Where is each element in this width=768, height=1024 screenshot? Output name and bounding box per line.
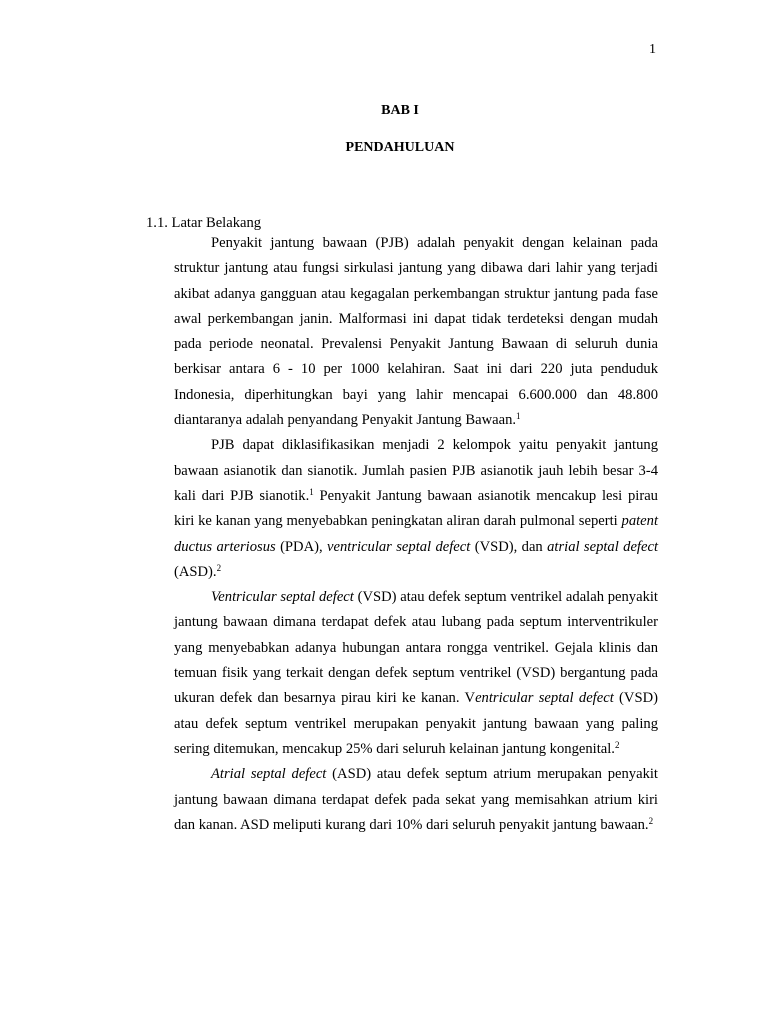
paragraph-text: Penyakit Jantung bawaan asianotik mencakup lesi pirau kiri ke kanan yang menyebabkan peningkatan aliran darah pulmonal seperti xyxy=(174,487,658,530)
page-number: 1 xyxy=(649,42,656,57)
paragraph-vsd xyxy=(174,585,658,762)
paragraph-pjb-definition xyxy=(174,231,658,433)
paragraph-pjb-classification xyxy=(174,433,658,585)
italic-term: Atrial septal defect xyxy=(211,766,327,783)
italic-term: entricular septal defect xyxy=(475,690,614,707)
paragraph-text: Penyakit jantung bawaan (PJB) adalah penyakit dengan kelainan pada struktur jantung atau fungsi sirkulasi jantung yang dibawa dari lahir yang terjadi akibat adanya gangguan atau kegagalan perkembangan struktur jantung pada fase awal perkembangan janin. Malformasi ini dapat tidak terdeteksi dengan mudah pada periode neonatal. Prevalensi Penyakit Jantung Bawaan di seluruh dunia berkisar antara 6 - 10 per 1000 kelahiran. Saat ini dari 220 juta penduduk Indonesia, diperhitungkan bayi yang lahir mencapai 6.600.000 dan 48.800 diantaranya adalah penyandang Penyakit Jantung Bawaan. xyxy=(174,235,658,429)
italic-term: ventricular septal defect xyxy=(327,538,471,555)
section-heading: 1.1. Latar Belakang xyxy=(146,215,262,231)
reference-superscript: 2 xyxy=(614,739,620,750)
paragraph-text: (VSD) atau defek septum ventrikel merupakan penyakit jantung bawaan yang paling sering ditemukan, mencakup 25% dari seluruh kelainan jantung kongenital. xyxy=(174,690,658,757)
paragraph-text: (VSD), dan xyxy=(470,538,548,555)
paragraph-text: (VSD) atau defek septum ventrikel adalah penyakit jantung bawaan dimana terdapat defek atau lubang pada septum interventrikuler yang menyebabkan adanya hubungan antara rongga ventrikel. Gejala klinis dan temuan fisik yang terkait dengan defek septum ventrikel (VSD) bergantung pada ukuran defek dan besarnya pirau kiri ke kanan. V xyxy=(174,589,658,707)
chapter-title: PENDAHULUAN xyxy=(345,140,455,155)
reference-superscript: 2 xyxy=(648,815,654,826)
italic-term: Ventricular septal defect xyxy=(211,589,354,606)
paragraph-text: PJB dapat diklasifikasikan menjadi 2 kelompok yaitu penyakit jantung bawaan asianotik dan sianotik. Jumlah pasien PJB asianotik jauh lebih besar 3-4 kali dari PJB sianotik. xyxy=(174,437,658,504)
chapter-label: BAB I xyxy=(381,103,419,118)
body-text xyxy=(174,231,658,838)
italic-term: atrial septal defect xyxy=(547,538,659,555)
reference-superscript: 2 xyxy=(216,562,222,573)
paragraph-text: (PDA), xyxy=(275,538,328,555)
reference-superscript: 1 xyxy=(516,411,521,422)
paragraph-text: (ASD). xyxy=(174,563,217,580)
paragraph-text: (ASD) atau defek septum atrium merupakan penyakit jantung bawaan dimana terdapat defek pada sekat yang memisahkan atrium kiri dan kanan. ASD meliputi kurang dari 10% dari seluruh penyakit jantung bawaan. xyxy=(174,766,658,833)
italic-term: patent ductus arteriosus xyxy=(174,513,658,555)
reference-superscript: 1 xyxy=(309,486,314,497)
paragraph-asd xyxy=(174,762,658,838)
